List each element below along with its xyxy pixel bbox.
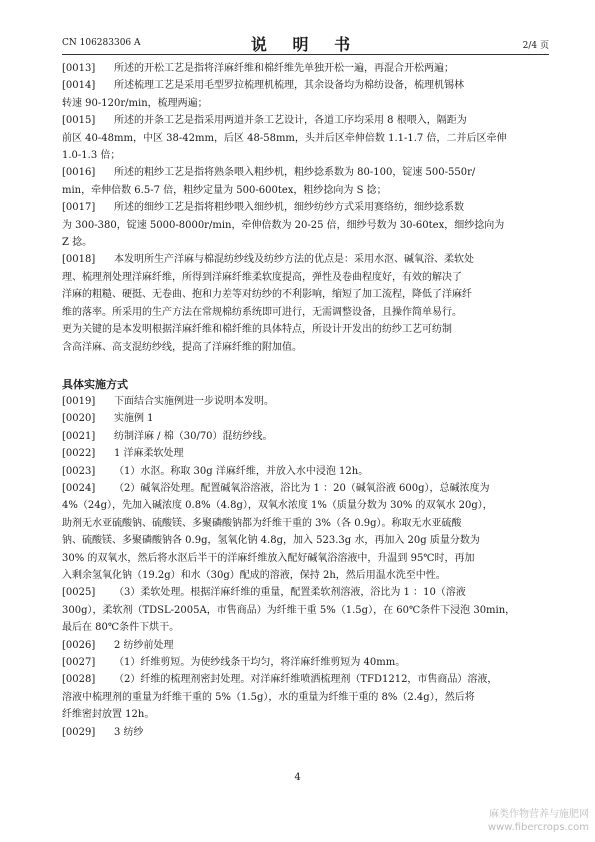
page-header: [62, 28, 549, 54]
paragraph-text: 最后在 80℃条件下烘干。: [62, 622, 180, 634]
paragraph-text: 1.0-1.3 倍；: [62, 150, 121, 162]
paragraph-line: [62, 217, 552, 234]
paragraph-text: 30% 的双氧水，然后将水沤后半干的洋麻纤维放入配好碱氧浴溶液中，升温到 95℃时，再加: [62, 552, 475, 564]
paragraph-line: [62, 515, 552, 532]
paragraph-text: 300g），柔软剂（TDSL-2005A，市售商品）为纤维干重 5%（1.5g），在 60℃条件下浸泡 30min，: [62, 604, 516, 616]
paragraph-line: [62, 671, 552, 688]
paragraph-line: [62, 724, 552, 741]
page-number: 4: [294, 772, 301, 783]
paragraph-line: [62, 60, 552, 77]
paragraph-text: 本发明所生产洋麻与棉混纺纱线及纺纱方法的优点是：采用水沤、碱氧浴、柔软处: [114, 254, 474, 266]
paragraph-line: [62, 532, 552, 549]
paragraph-text: min，牵伸倍数 6.5-7 倍，粗纱定量为 500-600tex，粗纱捻向为 S 捻；: [62, 184, 387, 196]
paragraph-number: [0023]: [62, 465, 96, 477]
paragraph-text: 为 300-380，锭速 5000-8000r/min，牵伸倍数为 20-25 倍，细纱号数为 30-60tex，细纱捻向为: [62, 219, 505, 231]
paragraph-number: [0016]: [62, 167, 96, 179]
paragraph-number: [0025]: [62, 587, 96, 599]
header-rule: [62, 54, 549, 55]
paragraph-line: [62, 304, 552, 321]
paragraph-line: [62, 182, 552, 199]
paragraph-number: [0026]: [62, 639, 96, 651]
paragraph-line: [62, 463, 552, 480]
paragraph-text: 所述梳理工艺是采用毛型罗拉梳理机梳理，其余设备均为棉纺设备，梳理机锡林: [114, 80, 464, 92]
paragraph-text: 2 纺纱前处理: [114, 639, 174, 651]
paragraph-number: [0022]: [62, 448, 96, 460]
paragraph-line: [62, 480, 552, 497]
paragraph-text: 4%（24g），先加入碱浓度 0.8%（4.8g），双氧水浓度 1%（质量分数为 30% 的双氧水 20g），: [62, 500, 493, 512]
document-title: 说 明 书: [250, 35, 361, 54]
paragraph-line: [62, 77, 552, 94]
paragraph-line: [62, 95, 552, 112]
watermark-line-2: www.fibercrops.com: [487, 822, 589, 833]
paragraph-text: 洋麻的粗糙、硬挺、无卷曲、抱和力差等对纺纱的不利影响，缩短了加工流程，降低了洋麻纤: [62, 289, 472, 301]
paragraph-text: 钠、硫酸镁、多聚磷酸钠各 0.9g，氢氧化钠 4.8g，加入 523.3g 水，再加入 20g 质量分数为: [62, 535, 480, 547]
paragraph-number: [0027]: [62, 657, 96, 668]
watermark-line-1: 麻类作物营养与施肥网: [489, 809, 589, 820]
paragraph-number: [0014]: [62, 80, 96, 92]
paragraph-line: [62, 251, 552, 268]
paragraph-line: [62, 164, 552, 181]
paragraph-text: 转速 90-120r/min，梳理两遍；: [62, 97, 208, 109]
paragraph-line: [62, 147, 552, 164]
paragraph-text: （3）柔软处理。根据洋麻纤维的重量，配置柔软剂溶液，浴比为 1 ：10（溶液: [114, 587, 466, 599]
paragraph-line: [62, 339, 552, 356]
paragraph-text: Z 捻。: [62, 237, 93, 249]
paragraph-text: 维的落率。所采用的生产方法在常规棉纺系统即可进行，无需调整设备，且操作简单易行。: [62, 306, 462, 318]
watermark: [488, 808, 589, 834]
paragraph-line: [62, 567, 552, 584]
paragraph-text: 1 洋麻柔软处理: [114, 448, 184, 460]
paragraph-line: [62, 497, 552, 514]
paragraph-line: [62, 428, 552, 445]
paragraph-text: 下面结合实施例进一步说明本发明。: [114, 395, 274, 407]
paragraph-line: [62, 286, 552, 303]
paragraph-text: 实施例 1: [114, 413, 154, 425]
paragraph-text: 入剩余氢氧化钠（19.2g）和水（30g）配成的溶液，保持 2h，然后用温水洗至中性。: [62, 569, 446, 581]
paragraph-text: 所述的并条工艺是指采用两道并条工艺设计，各道工序均采用 8 根喂入，隔距为: [114, 115, 467, 127]
paragraph-line: [62, 584, 552, 601]
paragraph-number: [0013]: [62, 63, 96, 74]
paragraph-number: [0015]: [62, 115, 96, 127]
paragraph-text: （2）纤维的梳理剂密封处理。对洋麻纤维喷洒梳理剂（TFD1212，市售商品）溶液，: [114, 674, 498, 686]
paragraph-text: （2）碱氧浴处理。配置碱氧浴溶液，浴比为 1 ：20（碱氧浴液 600g），总碱浓度为: [114, 482, 490, 494]
paragraph-line: [62, 654, 552, 671]
paragraph-line: [62, 706, 552, 723]
paragraph-number: [0018]: [62, 254, 96, 266]
paragraph-text: （1）水沤。称取 30g 洋麻纤维，并放入水中浸泡 12h。: [114, 465, 369, 477]
paragraph-text: 前区 40-48mm，中区 38-42mm，后区 48-58mm，头并后区牵伸倍数 1.1-1.7 倍，二并后区牵伸: [62, 132, 507, 144]
paragraph-text: 所述的开松工艺是指将洋麻纤维和棉纤维先单独开松一遍，再混合开松两遍；: [114, 63, 454, 74]
paragraph-number: [0017]: [62, 202, 96, 214]
paragraph-line: [62, 112, 552, 129]
paragraph-line: [62, 199, 552, 216]
paragraph-number: [0029]: [62, 726, 96, 738]
paragraph-line: [62, 321, 552, 338]
paragraph-text: 纤维密封放置 12h。: [62, 709, 155, 721]
paragraph-number: [0020]: [62, 413, 96, 425]
paragraph-text: 理、梳理剂处理洋麻纤维，所得到洋麻纤维柔软度提高，弹性及卷曲程度好，有效的解决了: [62, 271, 462, 283]
section-heading: 具体实施方式: [62, 377, 128, 391]
page-indicator: 2/4 页: [522, 41, 549, 51]
paragraph-line: [62, 637, 552, 654]
paragraph-text: （1）纤维剪短。为使纱线条干均匀，将洋麻纤维剪短为 40mm。: [114, 657, 406, 668]
paragraph-line: [62, 619, 552, 636]
paragraph-text: 含高洋麻、高支混纺纱线，提高了洋麻纤维的附加值。: [62, 341, 302, 353]
paragraph-number: [0028]: [62, 674, 96, 686]
paragraph-text: 所述的细纱工艺是指将粗纱喂入细纱机，细纱纺纱方式采用赛络纺，细纱捻系数: [114, 202, 464, 214]
paragraph-text: 助剂无水亚硫酸钠、硫酸镁、多聚磷酸钠都为纤维干重的 3%（各 0.9g）。称取无水亚硫酸: [62, 517, 462, 529]
paragraph-line: [62, 234, 552, 251]
patent-number: CN 106283306 A: [62, 38, 141, 48]
paragraph-line: [62, 269, 552, 286]
paragraph-line: [62, 550, 552, 567]
paragraph-line: [62, 130, 552, 147]
paragraph-number: [0021]: [62, 430, 96, 442]
paragraph-text: 所述的粗纱工艺是指将熟条喂入粗纱机，粗纱捻系数为 80-100，锭速 500-550r/: [114, 167, 476, 179]
paragraph-number: [0019]: [62, 395, 96, 407]
paragraph-line: [62, 393, 552, 410]
paragraph-line: [62, 445, 552, 462]
document-body: [62, 60, 552, 741]
paragraph-text: 溶液中梳理剂的重量为纤维干重的 5%（1.5g），水的重量为纤维干重的 8%（2.4g），然后将: [62, 691, 475, 703]
paragraph-line: [62, 410, 552, 427]
paragraph-number: [0024]: [62, 482, 96, 494]
paragraph-line: [62, 689, 552, 706]
paragraph-text: 纺制洋麻 / 棉（30/70）混纺纱线。: [114, 430, 273, 442]
paragraph-text: 更为关键的是本发明根据洋麻纤维和棉纤维的具体特点，所设计开发出的纺纱工艺可纺制: [62, 324, 452, 336]
paragraph-line: [62, 602, 552, 619]
paragraph-text: 3 纺纱: [114, 726, 144, 738]
